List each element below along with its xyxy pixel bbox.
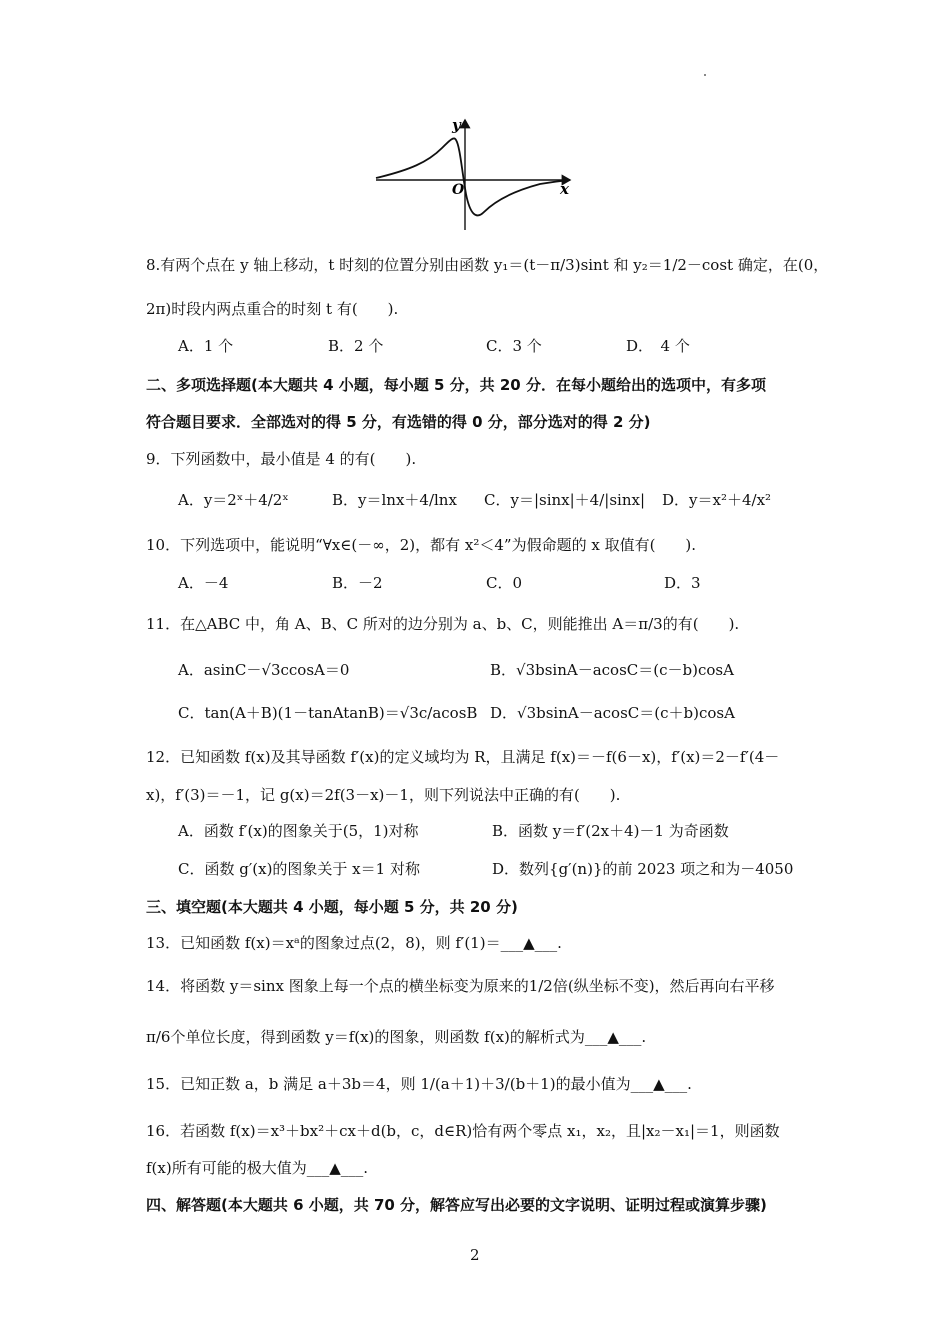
function-graph <box>370 112 590 232</box>
page-number: 2 <box>470 1246 480 1264</box>
corner-dot <box>704 74 706 76</box>
q12-line2: x)，f′(3)＝－1，记 g(x)＝2f(3－x)－1，则下列说法中正确的有( ). <box>146 786 621 804</box>
section4-header: 四、解答题(本大题共 6 小题，共 70 分，解答应写出必要的文字说明、证明过程或演算步骤) <box>146 1196 767 1214</box>
q11-option-a: A．asinC－√3ccosA＝0 <box>178 661 350 679</box>
q9-option-a: A．y＝2ˣ＋4/2ˣ <box>178 491 289 509</box>
q13: 13．已知函数 f(x)＝xᵃ的图象过点(2，8)，则 f′(1)＝___▲___. <box>146 934 562 952</box>
q10-option-c: C．0 <box>486 574 523 592</box>
curve <box>376 138 570 215</box>
section2-header-line1: 二、多项选择题(本大题共 4 小题，每小题 5 分，共 20 分．在每小题给出的选项中，有多项 <box>146 376 766 394</box>
q14-line1: 14．将函数 y＝sinx 图象上每一个点的横坐标变为原来的1/2倍(纵坐标不变)，然后再向右平移 <box>146 977 775 995</box>
q15: 15．已知正数 a，b 满足 a＋3b＝4，则 1/(a＋1)＋3/(b＋1)的最小值为___▲___. <box>146 1075 692 1093</box>
q8-line1: 8.有两个点在 y 轴上移动，t 时刻的位置分别由函数 y₁＝(t－π/3)sint 和 y₂＝1/2－cost 确定，在(0， <box>146 256 829 274</box>
y-axis-label: y <box>452 116 461 134</box>
q8-option-d: D． 4 个 <box>626 337 690 355</box>
x-axis-label: x <box>560 180 569 198</box>
section2-header-line2: 符合题目要求．全部选对的得 5 分，有选错的得 0 分，部分选对的得 2 分) <box>146 413 651 431</box>
q10-option-b: B．－2 <box>332 574 383 592</box>
q10-option-a: A．－4 <box>178 574 229 592</box>
q16-line1: 16．若函数 f(x)＝x³＋bx²＋cx＋d(b，c，d∈R)恰有两个零点 x₁，x₂，且|x₂－x₁|＝1，则函数 <box>146 1122 780 1140</box>
q8-line2: 2π)时段内两点重合的时刻 t 有( ). <box>146 300 399 318</box>
q11-option-c: C．tan(A＋B)(1－tanAtanB)＝√3c/acosB <box>178 704 478 722</box>
q10-stem: 10．下列选项中，能说明“∀x∈(－∞，2)，都有 x²＜4”为假命题的 x 取值有( ). <box>146 536 697 554</box>
q12-option-c: C．函数 g′(x)的图象关于 x＝1 对称 <box>178 860 420 878</box>
section3-header: 三、填空题(本大题共 4 小题，每小题 5 分，共 20 分) <box>146 898 518 916</box>
q11-option-b: B．√3bsinA－acosC＝(c－b)cosA <box>490 661 734 679</box>
q9-option-c: C．y＝|sinx|＋4/|sinx| <box>484 491 645 509</box>
q14-line2: π/6个单位长度，得到函数 y＝f(x)的图象，则函数 f(x)的解析式为___▲___. <box>146 1028 647 1046</box>
q16-line2: f(x)所有可能的极大值为___▲___. <box>146 1159 369 1177</box>
q8-option-b: B．2 个 <box>328 337 384 355</box>
q9-option-b: B．y＝lnx＋4/lnx <box>332 491 457 509</box>
q9-stem: 9．下列函数中，最小值是 4 的有( ). <box>146 450 417 468</box>
q12-option-a: A．函数 f′(x)的图象关于(5，1)对称 <box>178 822 419 840</box>
q12-option-b: B．函数 y＝f′(2x＋4)－1 为奇函数 <box>492 822 729 840</box>
q12-option-d: D．数列{g′(n)}的前 2023 项之和为－4050 <box>492 860 794 878</box>
q8-option-c: C．3 个 <box>486 337 542 355</box>
q11-option-d: D．√3bsinA－acosC＝(c＋b)cosA <box>490 704 735 722</box>
q10-option-d: D．3 <box>664 574 701 592</box>
q12-line1: 12．已知函数 f(x)及其导函数 f′(x)的定义域均为 R，且满足 f(x)＝－f(6－x)，f′(x)＝2－f′(4－ <box>146 748 780 766</box>
q8-option-a: A．1 个 <box>178 337 234 355</box>
origin-label: O <box>452 182 465 198</box>
q11-stem: 11．在△ABC 中，角 A、B、C 所对的边分别为 a、b、C，则能推出 A＝π/3的有( ). <box>146 615 740 633</box>
q9-option-d: D．y＝x²＋4/x² <box>662 491 772 509</box>
